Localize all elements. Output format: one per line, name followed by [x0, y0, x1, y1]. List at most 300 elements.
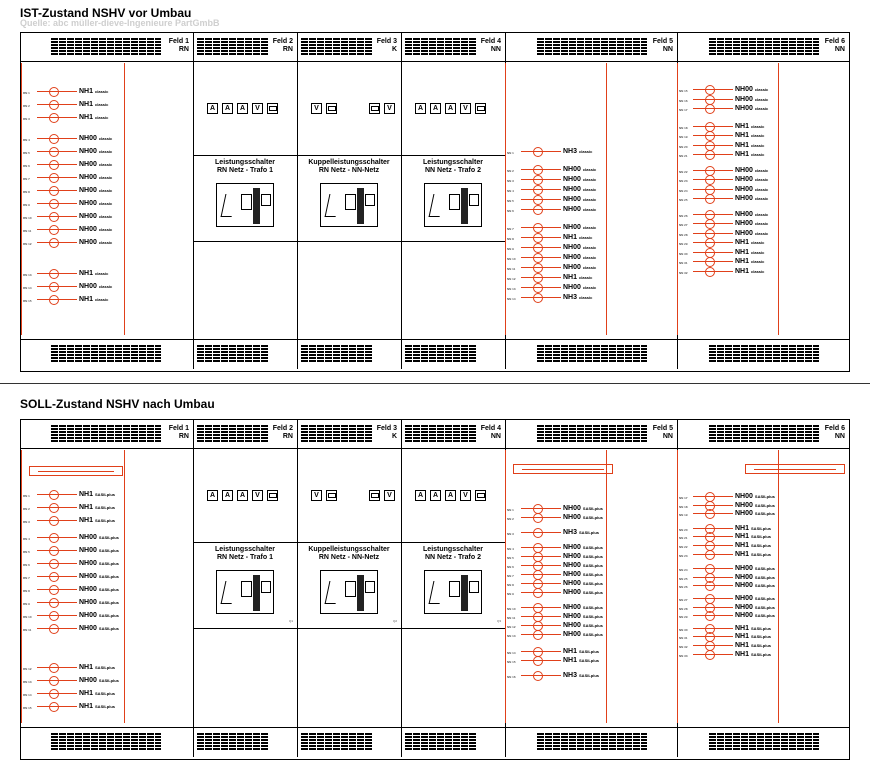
- fuse-size: NH3 SASILplus: [563, 529, 600, 536]
- fuse-size: NH00 SASILplus: [79, 560, 119, 567]
- feld-label: [637, 425, 673, 441]
- meter-display: A: [222, 490, 233, 501]
- fuse-type: classic: [754, 167, 769, 173]
- vent-grid-bottom: [709, 733, 819, 751]
- meter-display: [267, 103, 278, 114]
- fuse-size: NH1 SASILplus: [735, 533, 772, 541]
- fuse-size: NH1 classic: [79, 101, 109, 108]
- fuse-size: NH00 SASILplus: [735, 510, 775, 518]
- feeder-id: RN 8: [23, 190, 30, 194]
- meter-display: A: [430, 490, 441, 501]
- fuse-type: SASILplus: [582, 581, 603, 586]
- fuse-type: SASILplus: [579, 530, 600, 535]
- feeder-id: NN 4: [507, 189, 514, 193]
- feld-label: [153, 425, 189, 441]
- fuse-size: NH00 classic: [79, 174, 113, 181]
- fuse-switch-icon: [521, 671, 561, 681]
- breaker-title: Kuppelleistungsschalter: [308, 159, 390, 166]
- fuse-type: classic: [751, 249, 765, 255]
- feeder-id: NN 10: [507, 607, 516, 611]
- fuse-switch-icon: [693, 267, 733, 277]
- feld-label: [153, 38, 189, 54]
- feld-net: K: [391, 46, 397, 53]
- feeder-id: RN 2: [23, 507, 30, 511]
- breaker-part: [253, 575, 260, 611]
- breaker-unit: [424, 183, 482, 227]
- soll-title: SOLL-Zustand NSHV nach Umbau: [20, 397, 215, 411]
- fuse-type: classic: [98, 175, 113, 180]
- feld-number: Feld 3: [376, 38, 397, 45]
- meter-display: [475, 490, 486, 501]
- fuse-size: NH1 classic: [79, 88, 109, 95]
- fuse-size: NH00 SASILplus: [735, 582, 775, 590]
- feeder-id: RN 1: [23, 91, 30, 95]
- fuse-type: SASILplus: [95, 665, 116, 670]
- fuse-size: NH1 classic: [563, 274, 593, 281]
- feeder-id: NN 31: [679, 636, 688, 641]
- fuse-type: SASILplus: [582, 623, 603, 628]
- fuse-switch-icon: [521, 528, 561, 538]
- fuse-type: classic: [95, 271, 109, 276]
- feeder-id: NN 7: [507, 574, 514, 578]
- fuse-size: NH1 SASILplus: [735, 642, 772, 649]
- breaker-part: [469, 194, 479, 206]
- fuse-type: classic: [95, 115, 109, 120]
- feeder-id: RN 4: [23, 537, 30, 541]
- fuse-switch-icon: [37, 702, 77, 712]
- feeder-id: NN 32: [679, 645, 688, 649]
- feeder-id: RN 12: [23, 667, 32, 671]
- breaker-unit: [320, 183, 378, 227]
- breaker-divider: [193, 241, 297, 242]
- fuse-size: NH00 SASILplus: [563, 604, 603, 611]
- feeder-id: RN 9: [23, 203, 30, 207]
- feld-label: [361, 425, 397, 441]
- feld-number: Feld 1: [168, 425, 189, 432]
- fuse-size: NH1 SASILplus: [735, 524, 772, 532]
- feeder-id: RN 1: [23, 494, 30, 498]
- fuse-switch-icon: [693, 550, 733, 560]
- meter-display: [475, 103, 486, 114]
- fuse-switch-icon: [521, 630, 561, 640]
- feld-number: Feld 4: [480, 38, 501, 45]
- fuse-switch-icon: [693, 150, 733, 160]
- fuse-type: SASILplus: [582, 572, 603, 577]
- feeder-id: NN 22: [679, 169, 688, 174]
- fuse-switch-icon: [37, 598, 77, 608]
- header-divider: [21, 61, 849, 62]
- feld-net: NN: [490, 46, 501, 53]
- fuse-type: classic: [582, 255, 597, 260]
- fuse-switch-icon: [37, 546, 77, 556]
- vent-grid-bottom: [301, 345, 373, 363]
- fuse-type: SASILplus: [751, 543, 772, 548]
- feeder-id: NN 15: [507, 660, 516, 664]
- breaker-subtitle: RN Netz - NN-Netz: [318, 554, 380, 561]
- fuse-size: NH00 classic: [735, 105, 769, 112]
- feld-number: Feld 6: [824, 425, 845, 432]
- fuse-size: NH00 classic: [563, 196, 597, 203]
- fuse-size: NH00 SASILplus: [735, 612, 775, 620]
- breaker-subtitle: NN Netz - Trafo 2: [424, 167, 481, 174]
- feld-label: [465, 425, 501, 441]
- fuse-switch-icon: [693, 248, 733, 258]
- footer-divider: [21, 727, 849, 728]
- vent-grid-top: [709, 38, 819, 56]
- feeder-id: NN 15: [679, 89, 688, 93]
- ist-diagram: [20, 32, 850, 372]
- fuse-type: SASILplus: [98, 574, 119, 579]
- fuse-type: SASILplus: [582, 590, 603, 595]
- fuse-switch-icon: [521, 588, 561, 598]
- fuse-type: classic: [579, 149, 593, 154]
- fuse-size: NH1 classic: [563, 234, 593, 241]
- feeder-id: NN 8: [507, 237, 514, 241]
- fuse-switch-icon: [521, 175, 561, 185]
- fuse-size: NH1 SASILplus: [79, 664, 116, 671]
- feeder-id: NN 16: [507, 675, 516, 679]
- fuse-size: NH1 SASILplus: [735, 650, 772, 658]
- fuse-size: NH1 classic: [79, 114, 109, 121]
- fuse-size: NH00 SASILplus: [563, 571, 603, 578]
- fuse-type: SASILplus: [98, 600, 119, 605]
- feeder-id: NN 5: [507, 556, 514, 560]
- fuse-size: NH3 classic: [563, 294, 593, 301]
- field-divider: [193, 420, 194, 757]
- fuse-switch-icon: [693, 185, 733, 195]
- breaker-title: Leistungsschalter: [215, 546, 275, 553]
- fuse-size: NH1 classic: [735, 258, 765, 265]
- feld-label: [809, 38, 845, 54]
- breaker-part: [261, 581, 271, 593]
- fuse-size: NH00 classic: [79, 239, 113, 246]
- breaker-title: Leistungsschalter: [423, 546, 483, 553]
- feeder-id: NN 18: [679, 504, 688, 509]
- meter-display: V: [252, 103, 263, 114]
- fuse-size: NH00 SASILplus: [563, 505, 603, 512]
- feeder-id: NN 24: [679, 568, 688, 573]
- fuse-switch-icon: [693, 131, 733, 141]
- feeder-id: NN 18: [679, 125, 688, 130]
- breaker-part: [357, 575, 364, 611]
- fuse-type: classic: [582, 187, 597, 192]
- fuse-type: SASILplus: [95, 518, 116, 523]
- fuse-type: classic: [582, 225, 597, 230]
- feeder-id: NN 25: [679, 198, 688, 202]
- fuse-size: NH1 SASILplus: [79, 491, 116, 498]
- fuse-type: classic: [754, 87, 769, 92]
- fuse-size: NH00 SASILplus: [563, 622, 603, 629]
- fuse-switch-icon: [37, 100, 77, 110]
- meter-display: A: [207, 103, 218, 114]
- feeder-id: NN 12: [507, 277, 516, 281]
- fuse-switch-icon: [521, 205, 561, 215]
- feeder-id: RN 15: [23, 299, 32, 303]
- section-divider: [0, 383, 870, 384]
- fuse-switch-icon: [521, 263, 561, 273]
- feeder-id: RN 14: [23, 286, 32, 290]
- meter-display: [326, 103, 337, 114]
- fuse-switch-icon: [37, 559, 77, 569]
- fuse-type: classic: [754, 211, 769, 217]
- breaker-divider: [193, 542, 297, 543]
- fuse-size: NH1 SASILplus: [79, 517, 116, 524]
- fuse-type: classic: [751, 152, 765, 157]
- fuse-size: NH00 classic: [563, 186, 597, 193]
- fuse-size: NH00 SASILplus: [735, 595, 775, 602]
- fuse-switch-icon: [37, 533, 77, 543]
- breaker-part: [365, 581, 375, 593]
- breaker-part: [449, 194, 460, 210]
- breaker-part: [429, 194, 445, 217]
- breaker-unit: [320, 570, 378, 614]
- fuse-type: classic: [754, 221, 769, 226]
- fuse-switch-icon: [521, 513, 561, 523]
- fuse-switch-icon: [521, 147, 561, 157]
- fuse-type: SASILplus: [754, 613, 775, 619]
- vent-grid-bottom: [51, 345, 161, 363]
- feld-net: NN: [834, 46, 845, 53]
- fuse-type: SASILplus: [582, 545, 603, 550]
- fuse-type: classic: [751, 259, 765, 264]
- meter-display: V: [311, 103, 322, 114]
- feld-number: Feld 2: [272, 425, 293, 432]
- vent-grid-bottom: [405, 345, 477, 363]
- fuse-type: classic: [754, 186, 769, 192]
- field-divider: [297, 420, 298, 757]
- vent-grid-bottom: [405, 733, 477, 751]
- field-divider: [297, 33, 298, 369]
- feeder-id: RN 13: [23, 680, 32, 684]
- fuse-type: SASILplus: [582, 605, 603, 610]
- breaker-part: [429, 581, 445, 604]
- feeder-id: RN 12: [23, 242, 32, 246]
- feld-net: NN: [834, 433, 845, 440]
- fuse-type: SASILplus: [98, 613, 119, 618]
- fuse-size: NH1 SASILplus: [79, 690, 116, 697]
- fuse-type: classic: [754, 106, 769, 111]
- fuse-type: classic: [754, 177, 769, 182]
- breaker-unit: [216, 183, 274, 227]
- fuse-type: classic: [98, 162, 113, 167]
- fuse-type: SASILplus: [751, 534, 772, 540]
- feeder-id: RN 7: [23, 576, 30, 580]
- feeder-id: NN 23: [679, 179, 688, 183]
- fuse-size: NH00 classic: [79, 135, 113, 142]
- feeder-id: NN 4: [507, 547, 514, 551]
- fuse-switch-icon: [693, 650, 733, 660]
- fuse-type: classic: [582, 265, 597, 270]
- fuse-type: classic: [98, 136, 113, 141]
- fuse-type: classic: [98, 201, 113, 206]
- fuse-switch-icon: [37, 173, 77, 183]
- breaker-part: [221, 581, 237, 604]
- feeder-id: NN 32: [679, 270, 688, 275]
- q-label: Q1: [289, 619, 294, 623]
- fuse-size: NH1 classic: [735, 132, 765, 139]
- fuse-switch-icon: [37, 186, 77, 196]
- feld-label: [257, 38, 293, 54]
- fuse-switch-icon: [693, 611, 733, 621]
- fuse-switch-icon: [37, 269, 77, 279]
- feld-label: [465, 38, 501, 54]
- fuse-size: NH00 SASILplus: [563, 589, 603, 596]
- breaker-title: Kuppelleistungsschalter: [308, 546, 390, 553]
- fuse-size: NH00 SASILplus: [735, 501, 775, 509]
- feeder-id: NN 9: [507, 247, 514, 251]
- fuse-switch-icon: [693, 95, 733, 105]
- fuse-type: SASILplus: [579, 658, 600, 663]
- breaker-part: [241, 581, 252, 597]
- fuse-type: classic: [98, 188, 113, 193]
- feeder-id: NN 24: [679, 188, 688, 193]
- breaker-divider: [401, 628, 505, 629]
- fuse-size: NH1 SASILplus: [563, 657, 600, 664]
- breaker-part: [449, 581, 460, 597]
- q-label: Q3: [497, 619, 502, 623]
- feld-number: Feld 4: [480, 425, 501, 432]
- breaker-part: [325, 194, 341, 217]
- fuse-size: NH00 classic: [79, 283, 113, 290]
- feeder-id: NN 11: [507, 267, 516, 271]
- fuse-type: classic: [579, 235, 593, 240]
- fuse-size: NH00 SASILplus: [563, 580, 603, 587]
- meter-display: [267, 490, 278, 501]
- fuse-size: NH1 classic: [79, 270, 109, 277]
- fuse-type: classic: [95, 89, 109, 94]
- fuse-type: SASILplus: [754, 596, 775, 601]
- fuse-type: classic: [582, 207, 597, 212]
- breaker-divider: [297, 241, 401, 242]
- fuse-size: NH00 SASILplus: [563, 553, 603, 560]
- feeder-id: NN 20: [679, 144, 688, 149]
- fuse-size: NH1 classic: [735, 267, 765, 275]
- fuse-size: NH00 classic: [79, 148, 113, 155]
- feeder-id: NN 12: [507, 625, 516, 629]
- fuse-switch-icon: [521, 223, 561, 233]
- meter-display: A: [445, 103, 456, 114]
- fuse-type: classic: [582, 167, 597, 172]
- field-divider: [193, 33, 194, 369]
- feeder-id: NN 29: [679, 615, 688, 620]
- fuse-switch-icon: [521, 185, 561, 195]
- fuse-switch-icon: [37, 689, 77, 699]
- breaker-unit: [424, 570, 482, 614]
- feld-net: RN: [178, 46, 189, 53]
- fuse-size: NH1 classic: [735, 122, 765, 130]
- feeder-id: NN 1: [507, 151, 514, 155]
- feld-net: RN: [178, 433, 189, 440]
- feld-net: RN: [282, 46, 293, 53]
- fuse-type: classic: [754, 196, 769, 201]
- breaker-divider: [297, 155, 401, 156]
- fuse-switch-icon: [521, 293, 561, 303]
- breaker-part: [325, 581, 341, 604]
- feld-net: NN: [490, 433, 501, 440]
- fuse-size: NH1 SASILplus: [79, 504, 116, 511]
- fuse-size: NH1 classic: [79, 296, 109, 303]
- fuse-switch-icon: [37, 238, 77, 248]
- feeder-id: NN 10: [507, 257, 516, 261]
- field-divider: [401, 420, 402, 757]
- fuse-switch-icon: [693, 194, 733, 204]
- feeder-id: NN 23: [679, 553, 688, 558]
- feeder-id: NN 17: [679, 108, 688, 112]
- feeder-id: RN 11: [23, 628, 32, 632]
- fuse-size: NH00 SASILplus: [735, 573, 775, 581]
- fuse-switch-icon: [37, 624, 77, 634]
- breaker-subtitle: RN Netz - Trafo 1: [216, 554, 273, 561]
- fuse-switch-icon: [693, 175, 733, 185]
- fuse-type: SASILplus: [751, 551, 772, 557]
- feld-net: RN: [282, 433, 293, 440]
- breaker-part: [461, 575, 468, 611]
- fuse-size: NH00 classic: [79, 187, 113, 194]
- feld-number: Feld 5: [652, 38, 673, 45]
- breaker-subtitle: RN Netz - NN-Netz: [318, 167, 380, 174]
- meter-display: A: [415, 490, 426, 501]
- feeder-id: NN 3: [507, 179, 514, 183]
- fuse-size: NH1 SASILplus: [735, 550, 772, 558]
- feld-number: Feld 5: [652, 425, 673, 432]
- fuse-type: SASILplus: [754, 583, 775, 589]
- feeder-id: NN 7: [507, 227, 514, 231]
- vent-grid-top: [537, 38, 647, 56]
- fuse-size: NH00 classic: [735, 86, 769, 93]
- feeder-id: NN 2: [507, 169, 514, 173]
- feeder-id: RN 6: [23, 563, 30, 567]
- breaker-divider: [297, 628, 401, 629]
- fuse-type: SASILplus: [751, 634, 772, 640]
- vent-grid-top: [709, 425, 819, 443]
- meter-row: [311, 103, 395, 114]
- meter-row: [311, 490, 395, 501]
- fuse-switch-icon: [693, 581, 733, 591]
- fuse-switch-icon: [37, 572, 77, 582]
- meter-display: V: [252, 490, 263, 501]
- feld-number: Feld 2: [272, 38, 293, 45]
- fuse-switch-icon: [37, 87, 77, 97]
- vent-grid-bottom: [301, 733, 373, 751]
- fuse-switch-icon: [693, 219, 733, 229]
- vent-grid-bottom: [537, 345, 647, 363]
- fuse-switch-icon: [37, 611, 77, 621]
- feeder-id: RN 15: [23, 706, 32, 710]
- fuse-size: NH00 SASILplus: [79, 599, 119, 606]
- fuse-type: classic: [95, 102, 109, 107]
- feeder-id: RN 13: [23, 273, 32, 277]
- fuse-type: classic: [579, 295, 593, 300]
- feeder-id: NN 28: [679, 606, 688, 611]
- fuse-size: NH1 SASILplus: [735, 633, 772, 641]
- feld-label: [809, 425, 845, 441]
- meter-display: V: [460, 103, 471, 114]
- fuse-type: SASILplus: [751, 643, 772, 648]
- fuse-switch-icon: [693, 141, 733, 151]
- meter-display: V: [384, 490, 395, 501]
- feeder-id: NN 9: [507, 592, 514, 596]
- breaker-subtitle: RN Netz - Trafo 1: [216, 167, 273, 174]
- fuse-size: NH00 classic: [735, 195, 769, 202]
- meter-row: [207, 103, 278, 114]
- fuse-type: SASILplus: [751, 625, 772, 631]
- breaker-divider: [193, 628, 297, 629]
- fuse-size: NH00 SASILplus: [563, 562, 603, 569]
- fuse-size: NH00 classic: [79, 213, 113, 220]
- fuse-type: SASILplus: [579, 649, 600, 654]
- fuse-size: NH00 SASILplus: [735, 493, 775, 500]
- fuse-type: SASILplus: [754, 574, 775, 580]
